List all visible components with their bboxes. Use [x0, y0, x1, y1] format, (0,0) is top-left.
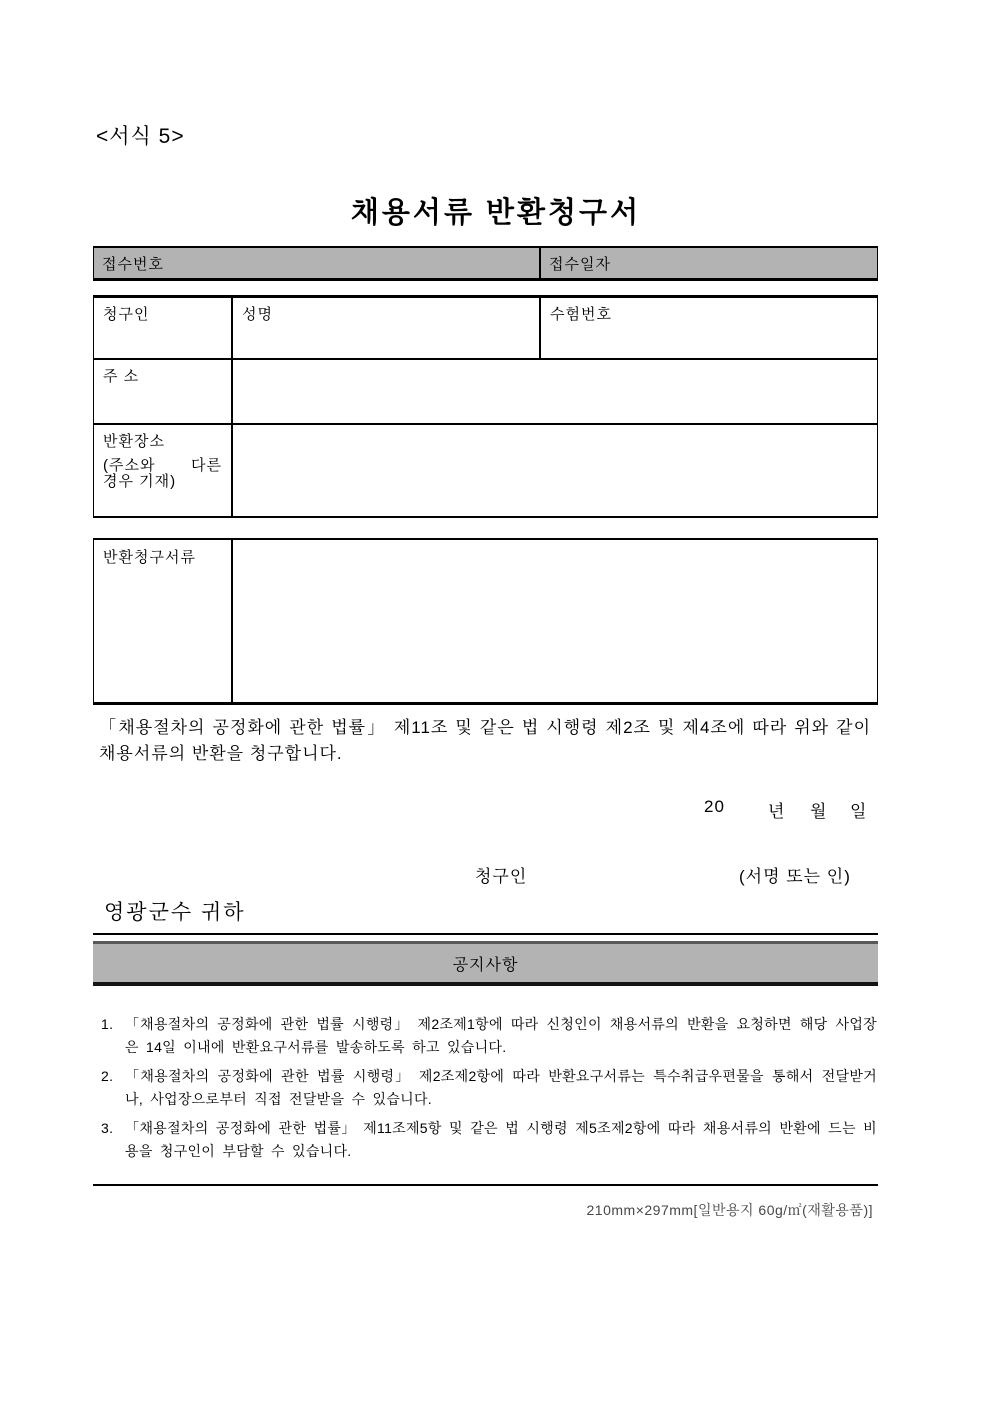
receipt-date-label: 접수일자: [549, 255, 611, 273]
exam-number-cell: [541, 298, 877, 358]
signature-seal-note: (서명 또는 인): [739, 867, 851, 886]
return-documents-label: 반환청구서류: [94, 540, 233, 702]
receipt-date-cell: [541, 248, 877, 278]
address-row: [94, 360, 877, 425]
declaration-line-2: 채용서류의 반환을 청구합니다.: [99, 744, 343, 763]
receipt-number-cell: [94, 248, 541, 278]
paper-spec-footer: 210mm×297mm[일반용지 60g/㎡(재활용품)]: [586, 1202, 873, 1218]
return-place-label-line2: [103, 458, 222, 474]
notice-item-text: 「채용절차의 공정화에 관한 법률」 제11조제5항 및 같은 법 시행령 제5조제2항에 따라 채용서류의 반환에 드는 비용을 청구인이 부담할 수 있습니다.: [125, 1120, 877, 1159]
address-label: 주 소: [94, 360, 233, 423]
notice-item-text: 「채용절차의 공정화에 관한 법률 시행령」 제2조제2항에 따라 반환요구서류는 특수취급우편물을 통해서 전달받거나, 사업장으로부터 직접 전달받을 수 있습니다.: [125, 1068, 877, 1107]
notice-list: [101, 1013, 877, 1169]
return-place-input-cell: [233, 425, 877, 516]
declaration-line-1: 「채용절차의 공정화에 관한 법률」 제11조 및 같은 법 시행령 제2조 및 제4조에 따라 위와 같이: [99, 718, 871, 737]
return-documents-input-cell: [233, 540, 877, 702]
form-number-tag: <서식 5>: [96, 125, 185, 148]
date-month-label: 월: [810, 802, 828, 821]
date-day-label: 일: [850, 802, 868, 821]
receipt-header-table: [93, 246, 878, 281]
notice-item-number: 1.: [101, 1016, 114, 1032]
notice-header-bar: [93, 941, 878, 986]
notice-top-divider: [93, 933, 878, 935]
return-documents-table: [93, 538, 878, 705]
claimant-label: 청구인: [94, 298, 233, 358]
claimant-row: [94, 298, 877, 360]
exam-number-label: 수험번호: [550, 306, 612, 323]
date-year-label: 년: [768, 802, 786, 821]
return-place-label-line3: 경우 기재): [103, 473, 177, 490]
date-year-prefix: 20: [704, 797, 725, 816]
return-place-line2-left: (주소와: [103, 457, 156, 474]
name-cell: [233, 298, 541, 358]
notice-item-text: 「채용절차의 공정화에 관한 법률 시행령」 제2조제1항에 따라 신청인이 채용서류의 반환을 요청하면 해당 사업장은 14일 이내에 반환요구서류를 발송하도록 하고 있습니다.: [125, 1016, 877, 1055]
notice-item: [101, 1065, 877, 1111]
footer-divider: [93, 1184, 878, 1186]
address-input-cell: [233, 360, 877, 423]
notice-item-number: 3.: [101, 1120, 114, 1136]
page-title: 채용서류 반환청구서: [350, 197, 642, 229]
return-place-line2-right: 다른: [191, 457, 222, 474]
return-place-label-line1: 반환장소: [103, 433, 165, 450]
return-place-row: [94, 425, 877, 516]
addressee-line: 영광군수 귀하: [104, 901, 246, 924]
return-place-label: [94, 425, 233, 516]
receipt-number-label: 접수번호: [102, 255, 164, 273]
notice-item-number: 2.: [101, 1068, 114, 1084]
signature-claimant-label: 청구인: [475, 867, 528, 886]
applicant-table: [93, 295, 878, 518]
declaration-paragraph: [99, 715, 871, 767]
notice-item: [101, 1013, 877, 1059]
notice-item: [101, 1117, 877, 1163]
notice-title: 공지사항: [452, 956, 519, 974]
name-label: 성명: [242, 306, 273, 323]
